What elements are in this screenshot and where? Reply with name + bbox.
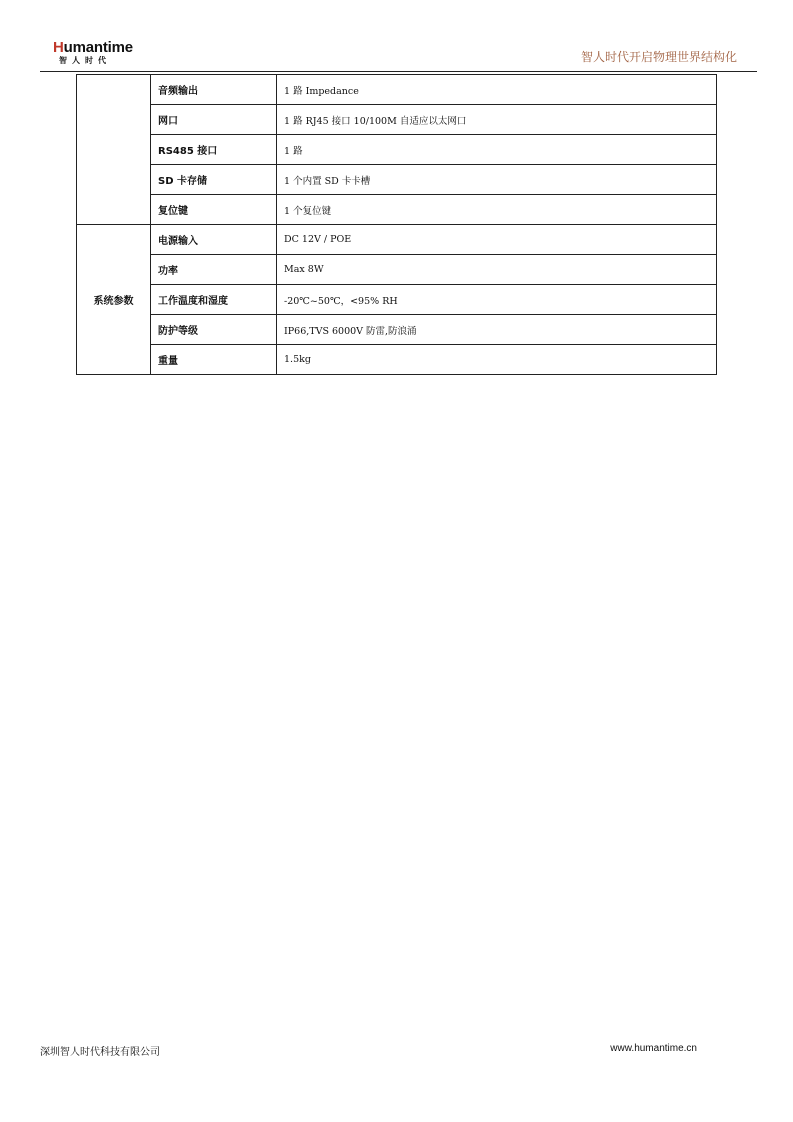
table-row <box>77 285 717 315</box>
company-logo <box>53 40 133 66</box>
logo-initial: H <box>53 39 64 56</box>
spec-key: SD 卡存储 <box>151 165 277 195</box>
logo-wordmark <box>53 40 133 55</box>
spec-value: 1 路 RJ45 接口 10/100M 自适应以太网口 <box>277 105 717 135</box>
table-row <box>77 195 717 225</box>
table-row <box>77 225 717 255</box>
page-header <box>0 0 793 74</box>
spec-table <box>76 74 717 375</box>
table-row <box>77 345 717 375</box>
table-row <box>77 255 717 285</box>
spec-key: RS485 接口 <box>151 135 277 165</box>
header-tagline: 智人时代开启物理世界结构化 <box>580 50 737 64</box>
spec-key: 重量 <box>151 345 277 375</box>
header-divider <box>40 71 757 72</box>
spec-key: 复位键 <box>151 195 277 225</box>
footer-company: 深圳智人时代科技有限公司 <box>40 1047 160 1058</box>
spec-value: 1 路 <box>277 135 717 165</box>
spec-key: 功率 <box>151 255 277 285</box>
spec-key: 音频输出 <box>151 75 277 105</box>
spec-value: IP66,TVS 6000V 防雷,防浪涌 <box>277 315 717 345</box>
spec-value: 1.5kg <box>277 345 717 375</box>
table-row <box>77 75 717 105</box>
group-label: 系统参数 <box>77 225 151 375</box>
table-row <box>77 165 717 195</box>
spec-key: 工作温度和湿度 <box>151 285 277 315</box>
spec-value: DC 12V / POE <box>277 225 717 255</box>
spec-value: 1 路 Impedance <box>277 75 717 105</box>
spec-key: 电源输入 <box>151 225 277 255</box>
table-row <box>77 315 717 345</box>
logo-text: umantime <box>63 39 133 56</box>
spec-key: 防护等级 <box>151 315 277 345</box>
spec-value: -20℃~50℃，<95% RH <box>277 285 717 315</box>
footer-website: www.humantime.cn <box>610 1043 697 1054</box>
spec-value: Max 8W <box>277 255 717 285</box>
spec-value: 1 个复位键 <box>277 195 717 225</box>
spec-value: 1 个内置 SD 卡卡槽 <box>277 165 717 195</box>
table-row <box>77 135 717 165</box>
group-label <box>77 75 151 225</box>
logo-subtitle: 智人时代 <box>59 56 111 65</box>
table-row <box>77 105 717 135</box>
spec-key: 网口 <box>151 105 277 135</box>
